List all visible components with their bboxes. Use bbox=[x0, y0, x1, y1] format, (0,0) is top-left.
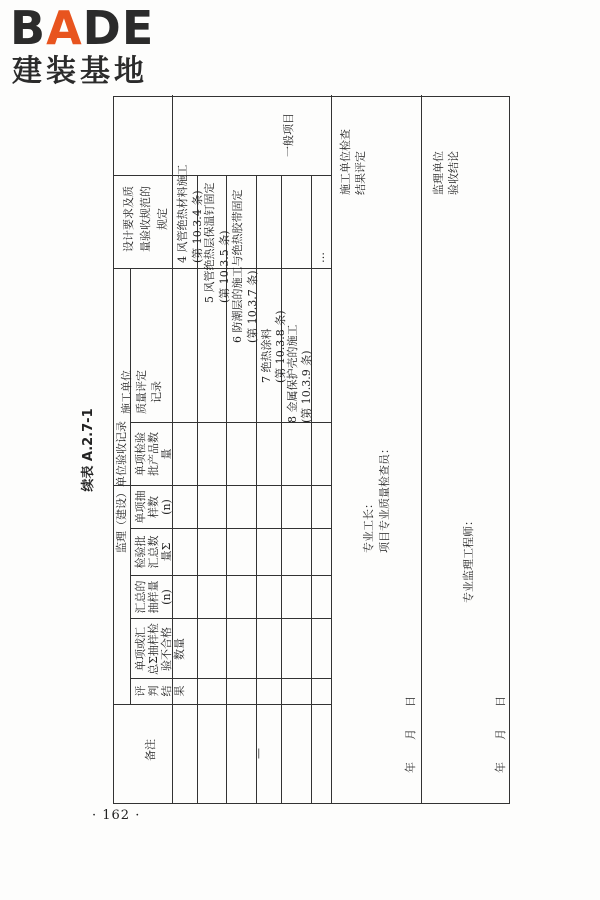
col-line bbox=[114, 175, 331, 176]
item-line: 8 金属保护壳的施工 bbox=[286, 324, 299, 423]
item-row-line bbox=[281, 176, 282, 803]
supervision-engineer: 专业监理工程师： bbox=[462, 515, 475, 603]
supervision-section-label: 验收结论 bbox=[447, 151, 460, 195]
contractor-section-label: 施工单位检查 bbox=[339, 129, 352, 195]
col-line bbox=[130, 528, 331, 529]
remark-dash: — bbox=[252, 748, 265, 759]
col-line bbox=[114, 704, 331, 705]
header-unqualified-count: 单项或汇总Σ抽样检验不合格数量 bbox=[134, 623, 186, 675]
header-total-sample: 汇总的抽样量(n) bbox=[134, 580, 173, 614]
contractor-qc-inspector: 项目专业质量检查员： bbox=[378, 443, 391, 553]
item-line: (第 10.3.8 条) bbox=[274, 310, 287, 383]
contractor-date: 年 月 日 bbox=[404, 696, 417, 773]
item-line: 6 防潮层的施工与绝热胶带固定 bbox=[231, 189, 244, 343]
brand-logo bbox=[10, 1, 180, 94]
contractor-foreman: 专业工长： bbox=[362, 498, 375, 553]
col-line bbox=[130, 618, 331, 619]
page-number: · 162 · bbox=[92, 808, 141, 823]
item-row-line bbox=[311, 176, 312, 803]
header-judgement: 评判结果 bbox=[134, 685, 186, 697]
category-label: 一般项目 bbox=[282, 113, 295, 157]
header-single-sample: 单项抽样数(n) bbox=[134, 490, 173, 524]
rotated-table-page bbox=[81, 96, 510, 804]
header-contractor-record: 施工单位质量评定记录 bbox=[120, 370, 163, 414]
header-lot-total: 检验批汇总数量Σ bbox=[134, 535, 173, 569]
header-lot-products: 单项检验批产品数量 bbox=[134, 432, 173, 476]
row-divider bbox=[331, 95, 332, 803]
row-divider bbox=[421, 95, 422, 803]
item-line: (第 10.3.9 条) bbox=[300, 350, 313, 423]
item-line: 7 绝热涂料 bbox=[260, 328, 273, 383]
logo-subtitle: 建装基地 bbox=[12, 54, 148, 89]
item-line: (第 10.3.5 条) bbox=[218, 230, 231, 303]
item-line: 5 风管绝热层保温钉固定 bbox=[203, 182, 216, 303]
header-supervision-group: 监理（建设）单位验收记录 bbox=[115, 421, 128, 553]
contractor-section-label: 结果评定 bbox=[354, 151, 367, 195]
supervision-section-label: 监理单位 bbox=[432, 151, 445, 195]
item-ellipsis: … bbox=[314, 252, 327, 263]
supervision-group-line bbox=[130, 269, 131, 705]
supervision-date: 年 月 日 bbox=[494, 696, 507, 773]
col-line bbox=[114, 485, 331, 486]
item-line: (第 10.3.7 条) bbox=[246, 270, 259, 343]
table-caption: 续表 A.2.7-1 bbox=[81, 408, 96, 492]
item-line: 4 风管绝热材料施工 bbox=[176, 164, 189, 263]
item-line: (第 10.3.4 条) bbox=[191, 190, 204, 263]
inspection-table bbox=[113, 96, 510, 804]
logo-wordmark: BADE bbox=[10, 1, 155, 55]
col-line bbox=[130, 678, 331, 679]
item-row-line bbox=[197, 176, 198, 803]
header-requirement: 设计要求及质量验收规范的规定 bbox=[122, 186, 169, 252]
col-line bbox=[130, 575, 331, 576]
header-remarks: 备注 bbox=[144, 739, 157, 761]
